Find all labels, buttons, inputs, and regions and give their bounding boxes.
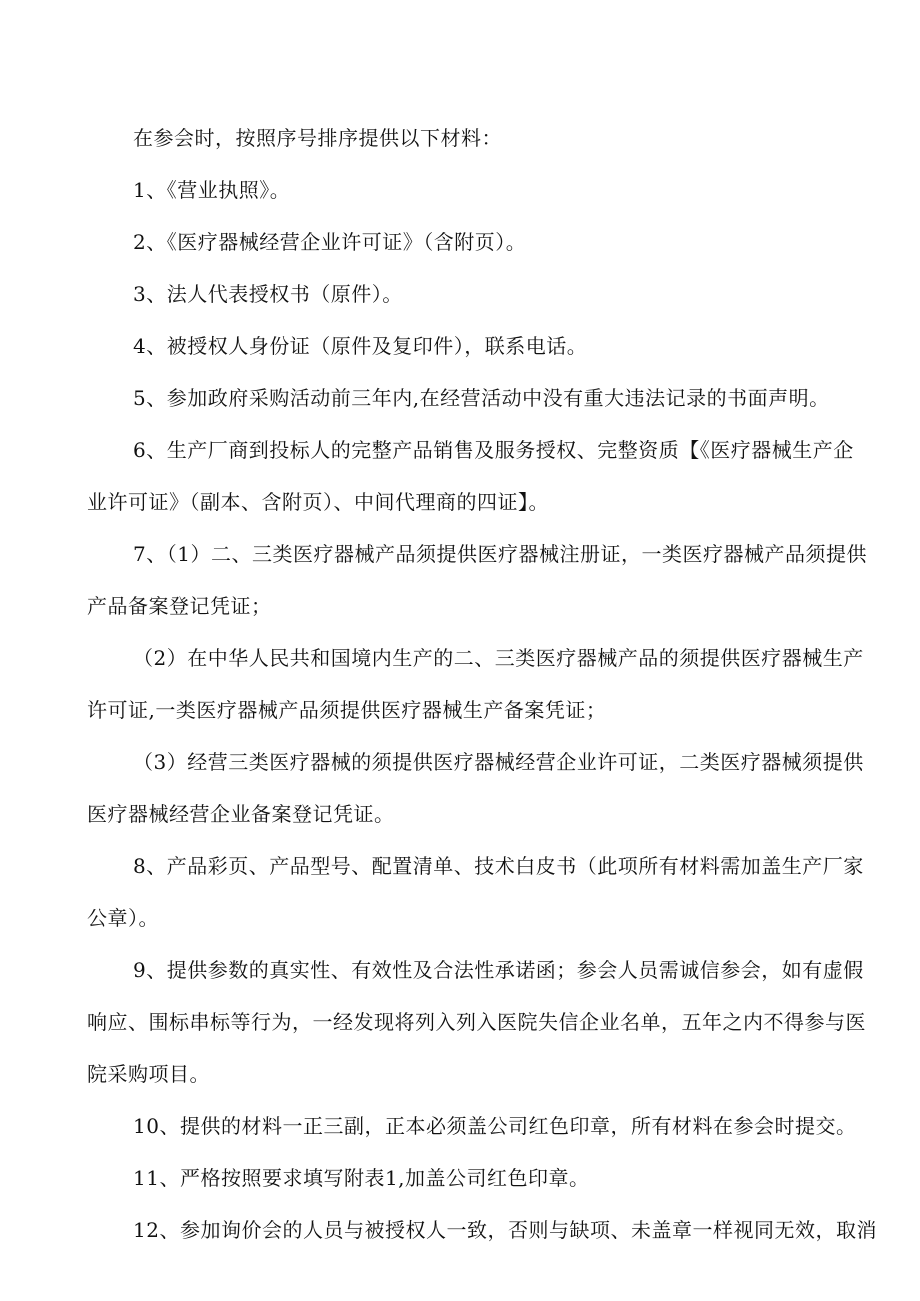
list-item-5: 5、参加政府采购活动前三年内,在经营活动中没有重大违法记录的书面声明。	[133, 386, 830, 410]
list-item-12: 12、参加询价会的人员与被授权人一致，否则与缺项、未盖章一样视同无效，取消	[133, 1218, 877, 1242]
list-item-4: 4、被授权人身份证（原件及复印件），联系电话。	[133, 334, 588, 358]
list-item-8-line-1: 8、产品彩页、产品型号、配置清单、技术白皮书（此项所有材料需加盖生产厂家	[133, 854, 864, 878]
list-item-1: 1、《营业执照》。	[133, 178, 291, 202]
list-item-9-line-2: 响应、围标串标等行为，一经发现将列入列入医院失信企业名单，五年之内不得参与医	[87, 1010, 866, 1034]
list-item-7-sub2-line-2: 许可证,一类医疗器械产品须提供医疗器械生产备案凭证；	[87, 698, 607, 722]
list-item-7-line-1: 7、（1）二、三类医疗器械产品须提供医疗器械注册证，一类医疗器械产品须提供	[133, 542, 867, 566]
list-item-6-line-1: 6、生产厂商到投标人的完整产品销售及服务授权、完整资质【《医疗器械生产企	[133, 438, 854, 462]
list-item-8-line-2: 公章）。	[87, 906, 159, 930]
intro-line: 在参会时，按照序号排序提供以下材料：	[133, 126, 502, 150]
list-item-7-line-2: 产品备案登记凭证；	[87, 594, 272, 618]
list-item-9-line-3: 院采购项目。	[87, 1062, 210, 1086]
list-item-9-line-1: 9、提供参数的真实性、有效性及合法性承诺函；参会人员需诚信参会，如有虚假	[133, 958, 864, 982]
list-item-2: 2、《医疗器械经营企业许可证》（含附页）。	[133, 230, 527, 254]
list-item-7-sub2-line-1: （2）在中华人民共和国境内生产的二、三类医疗器械产品的须提供医疗器械生产	[133, 646, 864, 670]
list-item-11: 11、严格按照要求填写附表1,加盖公司红色印章。	[133, 1166, 590, 1190]
list-item-7-sub3-line-1: （3）经营三类医疗器械的须提供医疗器械经营企业许可证，二类医疗器械须提供	[133, 750, 864, 774]
list-item-10: 10、提供的材料一正三副，正本必须盖公司红色印章，所有材料在参会时提交。	[133, 1114, 857, 1138]
list-item-3: 3、法人代表授权书（原件）。	[133, 282, 403, 306]
list-item-6-line-2: 业许可证》（副本、含附页）、中间代理商的四证】。	[87, 490, 549, 514]
list-item-7-sub3-line-2: 医疗器械经营企业备案登记凭证。	[87, 802, 395, 826]
